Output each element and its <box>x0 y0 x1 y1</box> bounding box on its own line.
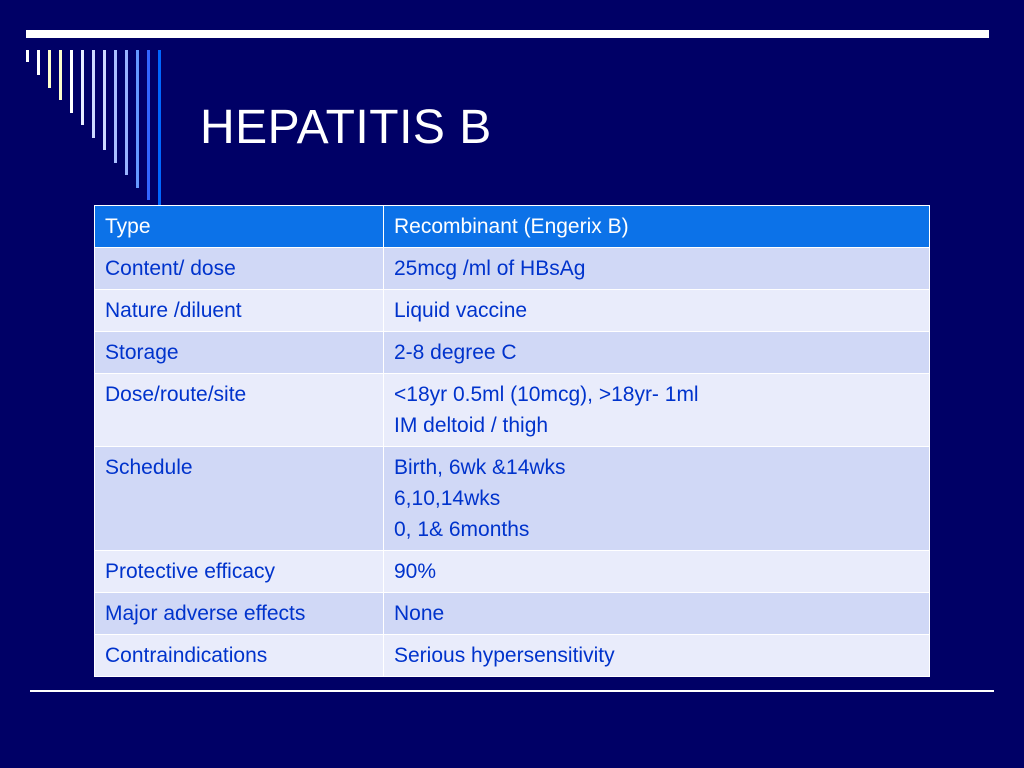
table-row <box>95 635 930 677</box>
row-label: Major adverse effects <box>95 593 384 635</box>
bottom-divider-line <box>30 690 994 692</box>
row-label: Nature /diluent <box>95 290 384 332</box>
header-cell-type: Type <box>95 206 384 248</box>
row-value <box>384 248 930 290</box>
value-line: IM deltoid / thigh <box>394 414 549 437</box>
value-line: 90% <box>394 560 437 583</box>
decorative-bar <box>103 50 106 150</box>
row-label: Storage <box>95 332 384 374</box>
decorative-bar <box>114 50 117 163</box>
table-row <box>95 593 930 635</box>
table-row <box>95 551 930 593</box>
decorative-bar <box>92 50 95 138</box>
table-row <box>95 290 930 332</box>
slide-title: HEPATITIS B <box>200 101 492 154</box>
value-line: None <box>394 602 445 625</box>
row-value <box>384 635 930 677</box>
header-cell-recombinant: Recombinant (Engerix B) <box>384 206 930 248</box>
decorative-bar <box>158 50 161 210</box>
value-line: Serious hypersensitivity <box>394 644 615 667</box>
decorative-bar <box>125 50 128 175</box>
row-value <box>384 374 930 447</box>
top-divider-line <box>26 30 989 38</box>
table-row <box>95 248 930 290</box>
row-value <box>384 290 930 332</box>
value-line: <18yr 0.5ml (10mcg), >18yr- 1ml <box>394 383 699 406</box>
decorative-bars <box>26 50 176 210</box>
row-value <box>384 593 930 635</box>
value-line: 25mcg /ml of HBsAg <box>394 257 586 280</box>
value-line: 2-8 degree C <box>394 341 517 364</box>
value-line: Liquid vaccine <box>394 299 528 322</box>
value-line: Birth, 6wk &14wks <box>394 456 566 479</box>
decorative-bar <box>59 50 62 100</box>
row-label: Content/ dose <box>95 248 384 290</box>
decorative-bar <box>37 50 40 75</box>
row-label: Schedule <box>95 447 384 551</box>
decorative-bar <box>48 50 51 88</box>
table-row <box>95 332 930 374</box>
decorative-bar <box>81 50 84 125</box>
value-line: 0, 1& 6months <box>394 518 530 541</box>
row-value <box>384 447 930 551</box>
decorative-bar <box>136 50 139 188</box>
row-value <box>384 332 930 374</box>
decorative-bar <box>26 50 29 62</box>
table-row <box>95 447 930 551</box>
decorative-bar <box>70 50 73 113</box>
value-line: 6,10,14wks <box>394 487 501 510</box>
vaccine-table <box>94 205 930 677</box>
decorative-bar <box>147 50 150 200</box>
row-label: Contraindications <box>95 635 384 677</box>
row-label: Dose/route/site <box>95 374 384 447</box>
row-label: Protective efficacy <box>95 551 384 593</box>
table-row <box>95 374 930 447</box>
table-header-row <box>95 206 930 248</box>
row-value <box>384 551 930 593</box>
